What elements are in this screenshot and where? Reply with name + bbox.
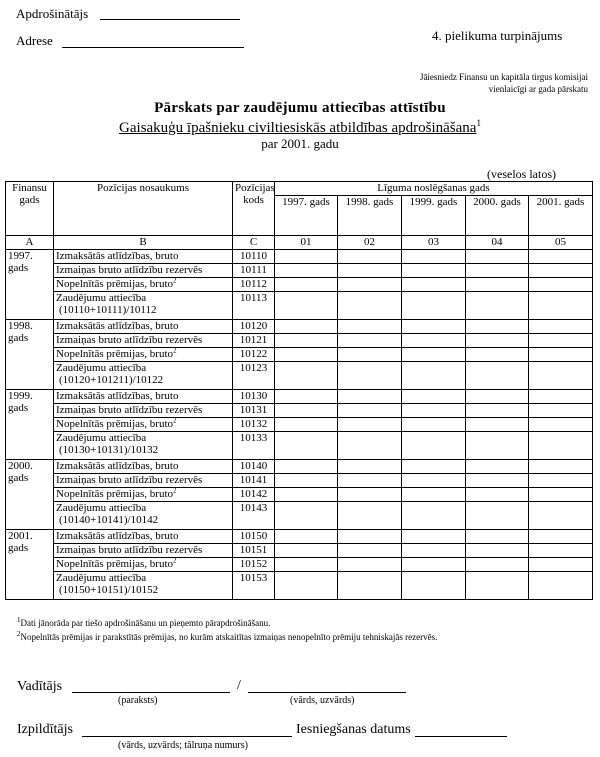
value-cell[interactable] [529, 250, 593, 264]
value-cell[interactable] [338, 558, 402, 572]
position-name-cell [54, 572, 233, 600]
fiscal-year-cell: 1998. gads [6, 320, 54, 390]
value-cell[interactable] [529, 334, 593, 348]
value-cell[interactable] [529, 460, 593, 474]
value-cell[interactable] [529, 264, 593, 278]
value-cell[interactable] [402, 348, 466, 362]
table-row [6, 334, 593, 348]
table-row [6, 362, 593, 390]
position-name: Zaudējumu attiecība [56, 502, 147, 514]
footnote-ref-2: 2 [173, 276, 177, 285]
footnote-1 [17, 616, 270, 628]
position-code: 10110 [233, 250, 275, 264]
value-cell[interactable] [275, 432, 338, 460]
table-row [6, 474, 593, 488]
submission-date-field[interactable] [415, 736, 507, 737]
position-name-cell [54, 432, 233, 460]
contract-year-2000: 2000. gads [466, 196, 529, 236]
value-cell[interactable] [402, 292, 466, 320]
contract-year-1998: 1998. gads [338, 196, 402, 236]
value-cell[interactable] [275, 348, 338, 362]
contract-year-1997: 1997. gads [275, 196, 338, 236]
position-code: 10122 [233, 348, 275, 362]
table-row [6, 250, 593, 264]
value-cell[interactable] [402, 320, 466, 334]
position-name: Zaudējumu attiecība [56, 362, 147, 374]
value-cell[interactable] [466, 460, 529, 474]
report-title: Pārskats par zaudējumu attiecības attīstību [154, 100, 446, 116]
executor-caption: (vārds, uzvārds; tālruņa numurs) [118, 740, 248, 751]
col-number-04: 04 [466, 236, 529, 250]
value-cell[interactable] [338, 334, 402, 348]
value-cell[interactable] [529, 278, 593, 292]
value-cell[interactable] [338, 264, 402, 278]
value-cell[interactable] [529, 390, 593, 404]
value-cell[interactable] [338, 250, 402, 264]
footnote-ref-2: 2 [173, 556, 177, 565]
position-name: Zaudējumu attiecība [56, 432, 147, 444]
value-cell[interactable] [402, 362, 466, 390]
value-cell[interactable] [275, 572, 338, 600]
table-row [6, 418, 593, 432]
value-cell[interactable] [466, 292, 529, 320]
position-formula: (10120+101211)/10122 [59, 374, 164, 386]
position-name: Nopelnītās prēmijas, bruto [56, 418, 174, 430]
value-cell[interactable] [338, 544, 402, 558]
contract-year-2001: 2001. gads [529, 196, 593, 236]
value-cell[interactable] [275, 278, 338, 292]
value-cell[interactable] [466, 488, 529, 502]
value-cell[interactable] [466, 320, 529, 334]
value-cell[interactable] [402, 278, 466, 292]
position-name-cell [54, 250, 233, 264]
col-number-03: 03 [402, 236, 466, 250]
position-name-cell [54, 460, 233, 474]
position-code: 10153 [233, 572, 275, 600]
value-cell[interactable] [338, 320, 402, 334]
manager-signature-field[interactable] [72, 692, 230, 693]
col-header-name: Pozīcijas nosaukums [54, 182, 233, 236]
value-cell[interactable] [402, 418, 466, 432]
letter-a: A [6, 236, 54, 250]
instruction-line2: vienlaicīgi ar gada pārskatu [488, 84, 588, 94]
letter-b: B [54, 236, 233, 250]
footnote-ref-2: 2 [173, 486, 177, 495]
manager-name-field[interactable] [248, 692, 406, 693]
value-cell[interactable] [275, 264, 338, 278]
insurance-type: Gaisakuģu īpašnieku civiltiesiskās atbildības apdrošināšana [119, 120, 477, 136]
position-name-cell [54, 278, 233, 292]
report-subtitle [0, 118, 600, 137]
position-formula: (10150+10151)/10152 [59, 584, 159, 596]
footnote-2-text: Nopelnītās prēmijas ir parakstītās prēmijas, no kurām atskaitītas izmaiņas nenopelnīto prēmiju tehniskajās rezervēs. [20, 632, 438, 642]
position-code: 10113 [233, 292, 275, 320]
value-cell[interactable] [402, 460, 466, 474]
position-code: 10120 [233, 320, 275, 334]
value-cell[interactable] [338, 572, 402, 600]
value-cell[interactable] [275, 544, 338, 558]
value-cell[interactable] [466, 264, 529, 278]
footnote-2-number: 2 [17, 630, 21, 638]
value-cell[interactable] [466, 250, 529, 264]
fiscal-year-cell: 1997. gads [6, 250, 54, 320]
position-name: Izmaiņas bruto atlīdzību rezervēs [56, 544, 203, 556]
fiscal-year-cell: 2001. gads [6, 530, 54, 600]
position-name-cell [54, 544, 233, 558]
value-cell[interactable] [529, 418, 593, 432]
value-cell[interactable] [338, 278, 402, 292]
report-period: par 2001. gadu [261, 136, 339, 151]
insurer-label: Apdrošinātājs [16, 6, 89, 21]
position-name-cell [54, 530, 233, 544]
position-name: Izmaksātās atlīdzības, bruto [56, 390, 179, 402]
position-name: Izmaiņas bruto atlīdzību rezervēs [56, 334, 203, 346]
value-cell[interactable] [466, 530, 529, 544]
value-cell[interactable] [466, 502, 529, 530]
position-code: 10112 [233, 278, 275, 292]
value-cell[interactable] [338, 404, 402, 418]
address-field[interactable] [62, 47, 244, 48]
table-row [6, 320, 593, 334]
value-cell[interactable] [402, 390, 466, 404]
position-name-cell [54, 390, 233, 404]
table-row [6, 488, 593, 502]
value-cell[interactable] [529, 348, 593, 362]
value-cell[interactable] [402, 502, 466, 530]
letter-c: C [233, 236, 275, 250]
contract-year-1999: 1999. gads [402, 196, 466, 236]
position-code: 10143 [233, 502, 275, 530]
col-header-year: Finansu gads [6, 182, 54, 236]
value-cell[interactable] [402, 474, 466, 488]
position-name-cell [54, 418, 233, 432]
table-row [6, 460, 593, 474]
footnote-ref-2: 2 [173, 416, 177, 425]
value-cell[interactable] [466, 432, 529, 460]
table-row [6, 502, 593, 530]
value-cell[interactable] [466, 544, 529, 558]
position-name-cell [54, 404, 233, 418]
table-row [6, 278, 593, 292]
table-row [6, 348, 593, 362]
value-cell[interactable] [529, 558, 593, 572]
value-cell[interactable] [529, 544, 593, 558]
table-row [6, 530, 593, 544]
value-cell[interactable] [275, 404, 338, 418]
value-cell[interactable] [466, 572, 529, 600]
value-cell[interactable] [402, 544, 466, 558]
position-name: Izmaksātās atlīdzības, bruto [56, 530, 179, 542]
position-name-cell [54, 502, 233, 530]
col-number-02: 02 [338, 236, 402, 250]
position-code: 10123 [233, 362, 275, 390]
value-cell[interactable] [529, 474, 593, 488]
position-name: Izmaksātās atlīdzības, bruto [56, 250, 179, 262]
value-cell[interactable] [338, 502, 402, 530]
position-code: 10142 [233, 488, 275, 502]
position-name-cell [54, 320, 233, 334]
value-cell[interactable] [275, 418, 338, 432]
position-formula: (10110+10111)/10112 [59, 304, 157, 316]
appendix-label: 4. pielikuma turpinājums [432, 28, 563, 43]
position-name-cell [54, 348, 233, 362]
fiscal-year-cell: 2000. gads [6, 460, 54, 530]
position-name: Izmaiņas bruto atlīdzību rezervēs [56, 264, 203, 276]
value-cell[interactable] [529, 320, 593, 334]
value-cell[interactable] [275, 320, 338, 334]
units-note: (veselos latos) [487, 167, 556, 181]
position-code: 10133 [233, 432, 275, 460]
value-cell[interactable] [466, 334, 529, 348]
position-code: 10151 [233, 544, 275, 558]
value-cell[interactable] [529, 432, 593, 460]
value-cell[interactable] [529, 488, 593, 502]
position-code: 10121 [233, 334, 275, 348]
position-code: 10141 [233, 474, 275, 488]
table-row [6, 390, 593, 404]
position-code: 10140 [233, 460, 275, 474]
position-code: 10152 [233, 558, 275, 572]
value-cell[interactable] [338, 418, 402, 432]
table-row [6, 432, 593, 460]
footnote-1-text: Dati jānorāda par tiešo apdrošināšanu un pieņemto pārapdrošināšanu. [20, 618, 271, 628]
table-row [6, 544, 593, 558]
position-name: Zaudējumu attiecība [56, 572, 147, 584]
table-row [6, 264, 593, 278]
value-cell[interactable] [338, 390, 402, 404]
value-cell[interactable] [338, 362, 402, 390]
value-cell[interactable] [275, 502, 338, 530]
value-cell[interactable] [275, 390, 338, 404]
table-row [6, 572, 593, 600]
value-cell[interactable] [402, 572, 466, 600]
value-cell[interactable] [338, 348, 402, 362]
value-cell[interactable] [275, 334, 338, 348]
value-cell[interactable] [338, 530, 402, 544]
col-number-01: 01 [275, 236, 338, 250]
value-cell[interactable] [529, 530, 593, 544]
position-name: Zaudējumu attiecība [56, 292, 147, 304]
instruction-line1: Jāiesniedz Finansu un kapitāla tirgus komisijai [419, 72, 588, 82]
table-row [6, 558, 593, 572]
position-name: Nopelnītās prēmijas, bruto [56, 488, 174, 500]
value-cell[interactable] [338, 488, 402, 502]
position-code: 10131 [233, 404, 275, 418]
position-name: Izmaksātās atlīdzības, bruto [56, 460, 179, 472]
value-cell[interactable] [275, 292, 338, 320]
value-cell[interactable] [402, 404, 466, 418]
report-table [5, 181, 593, 600]
position-code: 10111 [233, 264, 275, 278]
address-label: Adrese [16, 33, 53, 48]
position-name-cell [54, 292, 233, 320]
position-name: Izmaiņas bruto atlīdzību rezervēs [56, 404, 203, 416]
position-code: 10130 [233, 390, 275, 404]
value-cell[interactable] [529, 404, 593, 418]
value-cell[interactable] [338, 432, 402, 460]
position-name: Nopelnītās prēmijas, bruto [56, 348, 174, 360]
position-code: 10132 [233, 418, 275, 432]
value-cell[interactable] [338, 474, 402, 488]
table-row [6, 404, 593, 418]
position-name-cell [54, 362, 233, 390]
value-cell[interactable] [466, 404, 529, 418]
signature-slash: / [237, 678, 241, 693]
value-cell[interactable] [466, 348, 529, 362]
value-cell[interactable] [466, 278, 529, 292]
value-cell[interactable] [275, 362, 338, 390]
value-cell[interactable] [275, 474, 338, 488]
footnote-1-number: 1 [17, 616, 21, 624]
value-cell[interactable] [402, 432, 466, 460]
col-header-code: Pozīcijas kods [233, 182, 275, 236]
footnote-ref-2: 2 [173, 346, 177, 355]
value-cell[interactable] [275, 250, 338, 264]
value-cell[interactable] [529, 572, 593, 600]
value-cell[interactable] [529, 292, 593, 320]
value-cell[interactable] [338, 460, 402, 474]
value-cell[interactable] [466, 418, 529, 432]
value-cell[interactable] [275, 460, 338, 474]
value-cell[interactable] [275, 558, 338, 572]
value-cell[interactable] [466, 390, 529, 404]
executor-label: Izpildītājs [17, 722, 73, 737]
value-cell[interactable] [402, 488, 466, 502]
table-row [6, 292, 593, 320]
col-number-05: 05 [529, 236, 593, 250]
value-cell[interactable] [529, 362, 593, 390]
value-cell[interactable] [466, 558, 529, 572]
value-cell[interactable] [275, 530, 338, 544]
value-cell[interactable] [275, 488, 338, 502]
position-name: Izmaiņas bruto atlīdzību rezervēs [56, 474, 203, 486]
value-cell[interactable] [529, 502, 593, 530]
value-cell[interactable] [402, 264, 466, 278]
footnote-ref-1: 1 [476, 118, 481, 128]
position-name-cell [54, 474, 233, 488]
position-formula: (10140+10141)/10142 [59, 514, 159, 526]
executor-field[interactable] [82, 736, 292, 737]
position-code: 10150 [233, 530, 275, 544]
position-name: Izmaksātās atlīdzības, bruto [56, 320, 179, 332]
position-name-cell [54, 488, 233, 502]
value-cell[interactable] [402, 334, 466, 348]
position-name: Nopelnītās prēmijas, bruto [56, 558, 174, 570]
position-name: Nopelnītās prēmijas, bruto [56, 278, 174, 290]
submission-date-label: Iesniegšanas datums [296, 722, 411, 737]
footnote-2 [17, 630, 437, 642]
position-formula: (10130+10131)/10132 [59, 444, 159, 456]
manager-label: Vadītājs [17, 679, 63, 694]
value-cell[interactable] [466, 362, 529, 390]
value-cell[interactable] [402, 558, 466, 572]
fiscal-year-cell: 1999. gads [6, 390, 54, 460]
insurer-field[interactable] [100, 19, 240, 20]
group-header-contract-year: Līguma noslēgšanas gads [275, 182, 593, 196]
position-name-cell [54, 334, 233, 348]
value-cell[interactable] [338, 292, 402, 320]
value-cell[interactable] [402, 530, 466, 544]
position-name-cell [54, 264, 233, 278]
name-caption: (vārds, uzvārds) [290, 695, 355, 706]
position-name-cell [54, 558, 233, 572]
signature-caption: (paraksts) [118, 695, 158, 706]
value-cell[interactable] [466, 474, 529, 488]
value-cell[interactable] [402, 250, 466, 264]
